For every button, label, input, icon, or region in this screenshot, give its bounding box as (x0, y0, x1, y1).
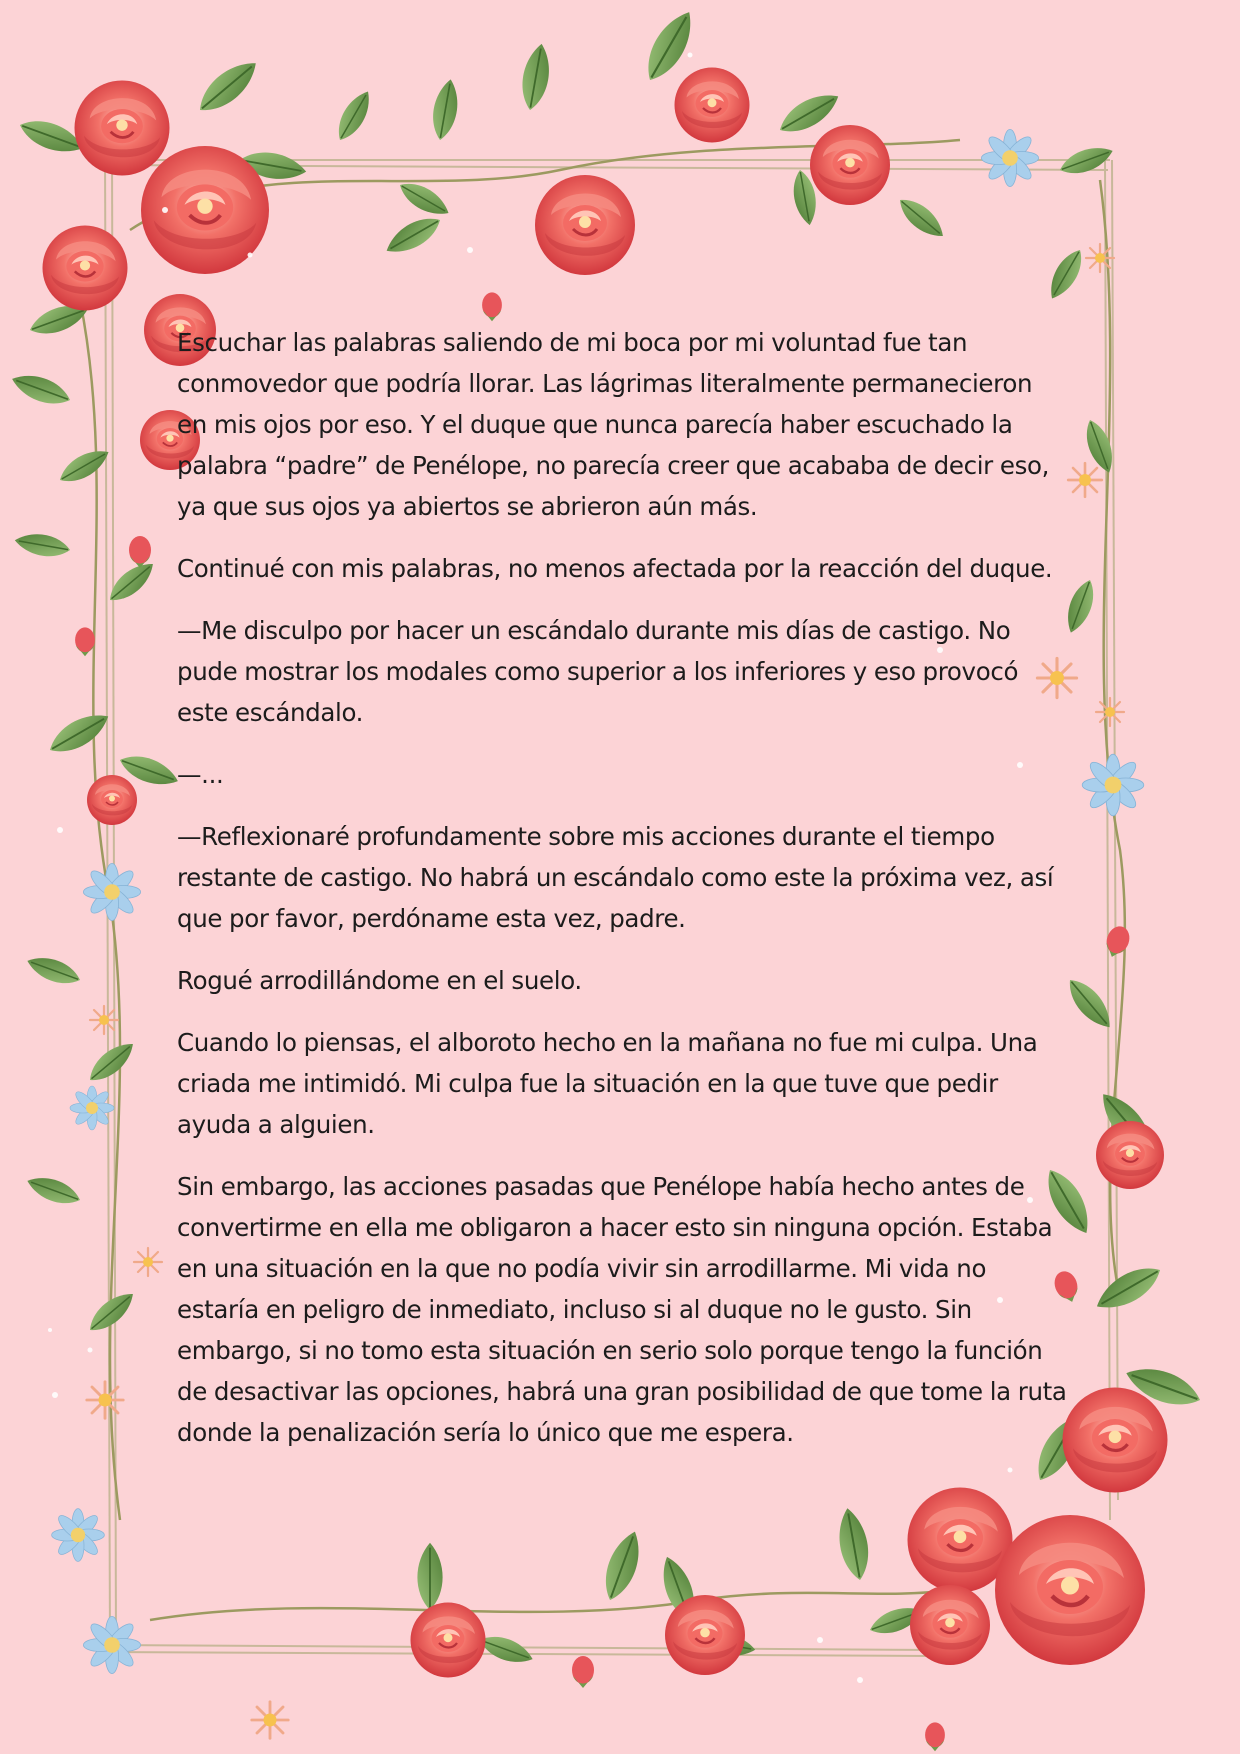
paragraph: Cuando lo piensas, el alboroto hecho en la mañana no fue mi culpa. Una criada me intimidó. Mi culpa fue la situación en la que tuve que pedir ayuda a alguien. (177, 1028, 1038, 1139)
paragraph: Sin embargo, las acciones pasadas que Penélope había hecho antes de convertirme en ella me obligaron a hacer esto sin ninguna opción. Estaba en una situación en la que no podía vivir sin arrodillarme. Mi vida no estaría en peligro de inmediato, incluso si al duque no le gusto. Sin embargo, si no tomo esta situación en serio solo porque tengo la función de desactivar las opciones, habrá una gran posibilidad de que tome la ruta donde la penalización sería lo único que me espera. (177, 1172, 1067, 1447)
paragraph: Escuchar las palabras saliendo de mi boca por mi voluntad fue tan conmovedor que podría llorar. Las lágrimas literalmente permanecieron en mis ojos por eso. Y el duque que nunca parecía haber escuchado la palabra “padre” de Penélope, no parecía creer que acababa de decir eso, ya que sus ojos ya abiertos se abrieron aún más. (177, 328, 1050, 521)
paragraph: Continué con mis palabras, no menos afectada por la reacción del duque. (177, 554, 1053, 583)
paragraph: —Me disculpo por hacer un escándalo durante mis días de castigo. No pude mostrar los modales como superior a los inferiores y eso provocó este escándalo. (177, 616, 1019, 727)
paragraph: —Reflexionaré profundamente sobre mis acciones durante el tiempo restante de castigo. No habrá un escándalo como este la próxima vez, así que por favor, perdóname esta vez, padre. (177, 822, 1054, 933)
paragraph: —... (177, 760, 224, 789)
document-body (177, 322, 1067, 1474)
paragraph: Rogué arrodillándome en el suelo. (177, 966, 582, 995)
